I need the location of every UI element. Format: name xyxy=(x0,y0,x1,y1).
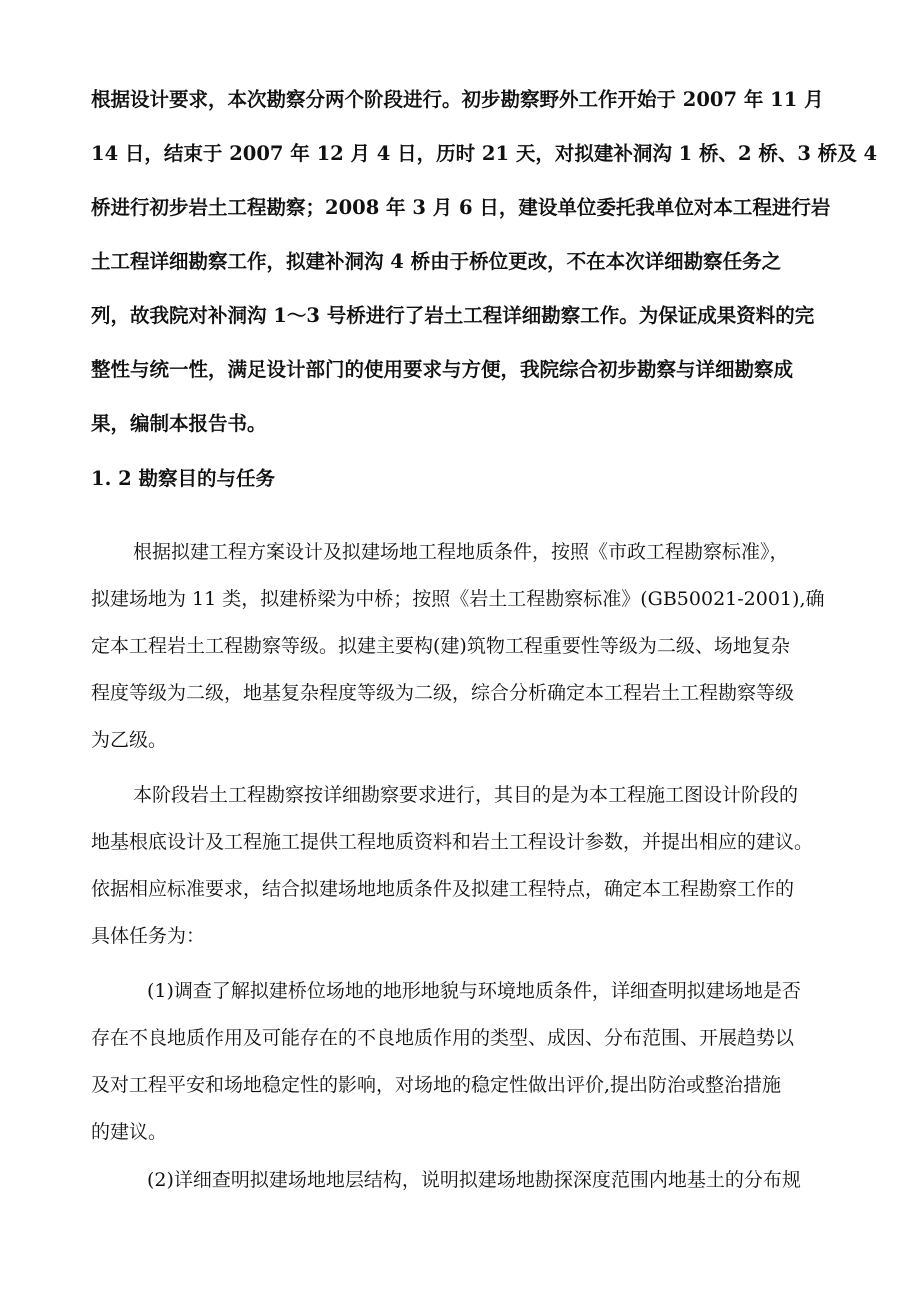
paragraph-line: 地基根底设计及工程施工提供工程地质资料和岩土工程设计参数，并提出相应的建议。 xyxy=(91,831,814,853)
paragraph-line: 存在不良地质作用及可能存在的不良地质作用的类型、成因、分布范围、开展趋势以 xyxy=(91,1027,795,1049)
paragraph-line: 根据拟建工程方案设计及拟建场地工程地质条件，按照《市政工程勘察标准》， xyxy=(133,541,789,563)
intro-line: 列，故我院对补洞沟 1～3 号桥进行了岩土工程详细勘察工作。为保证成果资料的完 xyxy=(91,304,815,327)
paragraph-line: 程度等级为二级，地基复杂程度等级为二级，综合分析确定本工程岩土工程勘察等级 xyxy=(91,682,795,704)
paragraph-line: 本阶段岩土工程勘察按详细勘察要求进行，其目的是为本工程施工图设计阶段的 xyxy=(133,784,799,806)
paragraph-line: (1)调查了解拟建桥位场地的地形地貌与环境地质条件，详细查明拟建场地是否 xyxy=(147,980,801,1002)
paragraph-line: 为乙级。 xyxy=(91,729,168,751)
intro-line: 14 日，结束于 2007 年 12 月 4 日，历时 21 天，对拟建补洞沟 1 桥、2 桥、3 桥及 4 xyxy=(91,142,878,165)
intro-line: 整性与统一性，满足设计部门的使用要求与方便，我院综合初步勘察与详细勘察成 xyxy=(91,358,794,381)
intro-line: 根据设计要求，本次勘察分两个阶段进行。初步勘察野外工作开始于 2007 年 11 月 xyxy=(91,88,824,111)
paragraph-line: 定本工程岩土工程勘察等级。拟建主要构(建)筑物工程重要性等级为二级、场地复杂 xyxy=(91,635,790,657)
paragraph-line: (2)详细查明拟建场地地层结构，说明拟建场地勘探深度范围内地基土的分布规 xyxy=(147,1169,801,1191)
paragraph-line: 拟建场地为 11 类，拟建桥梁为中桥；按照《岩土工程勘察标准》(GB50021-2001),确 xyxy=(91,588,825,610)
paragraph-line: 具体任务为： xyxy=(91,925,206,947)
paragraph-line: 依据相应标准要求，结合拟建场地地质条件及拟建工程特点，确定本工程勘察工作的 xyxy=(91,878,795,900)
section-heading: 1. 2 勘察目的与任务 xyxy=(91,467,276,490)
paragraph-line: 的建议。 xyxy=(91,1121,168,1143)
intro-line: 果，编制本报告书。 xyxy=(91,412,267,435)
paragraph-line: 及对工程平安和场地稳定性的影响，对场地的稳定性做出评价,提出防治或整治措施 xyxy=(91,1074,782,1096)
intro-line: 土工程详细勘察工作，拟建补洞沟 4 桥由于桥位更改，不在本次详细勘察任务之 xyxy=(91,250,782,273)
intro-line: 桥进行初步岩土工程勘察；2008 年 3 月 6 日，建设单位委托我单位对本工程进行岩 xyxy=(91,196,831,219)
